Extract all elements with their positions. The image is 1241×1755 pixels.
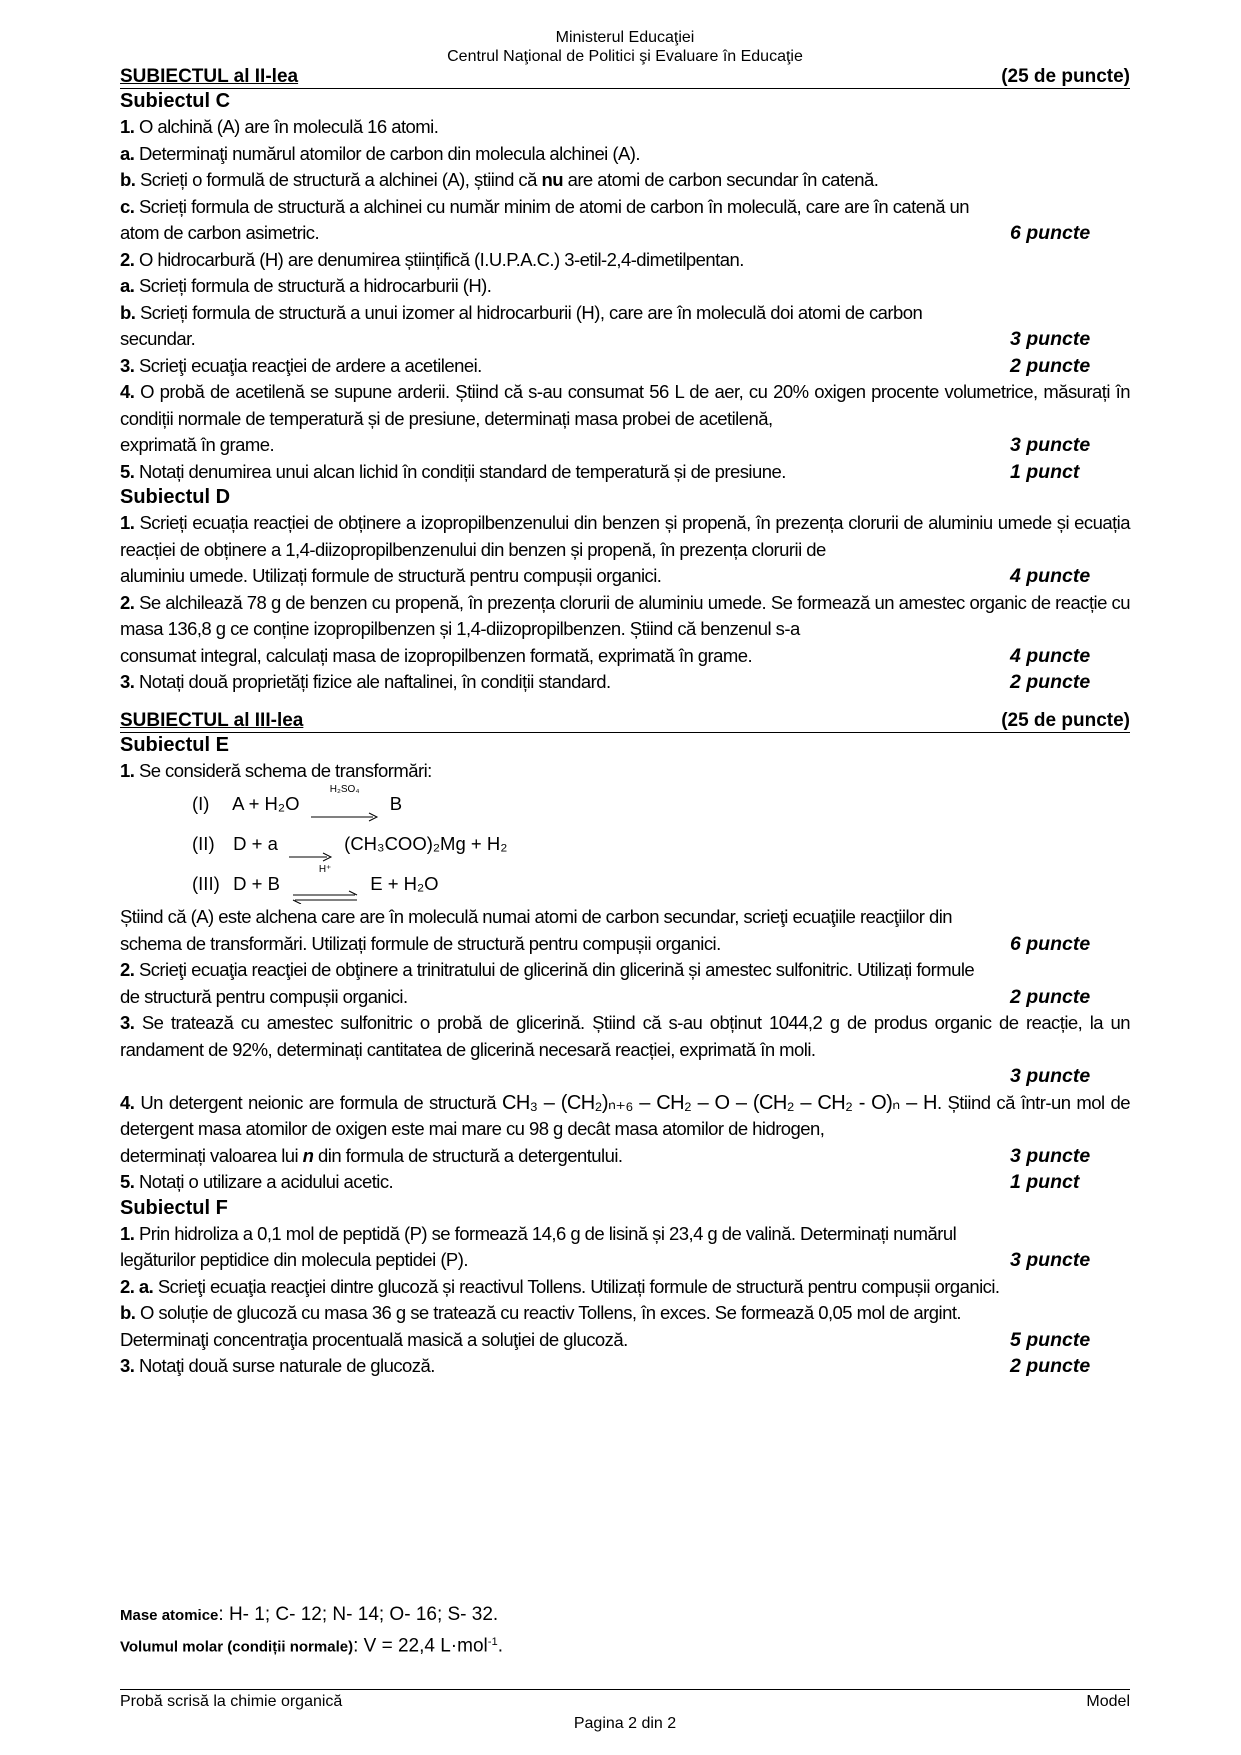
points: 1 punct <box>1010 460 1080 483</box>
section-3-title: SUBIECTUL al III-lea <box>120 709 304 731</box>
d-q2: 2. Se alchilează 78 g de benzen cu propenă, în prezența clorurii de aluminiu umede. Se formează un amestec organic de reacție cu masa 136,8 g ce conține izopropilbenzen și 1,4-diizopropilbenzen. Știind că benzenul s-a consumat integral, calculați masa de izopropilbenzen formată, exprimată în grame. 4 puncte <box>120 590 1130 670</box>
reaction-1: (I) A + H₂O H₂SO₄ B <box>192 784 1130 824</box>
e-q2: 2. Scrieţi ecuaţia reacţiei de obţinere a trinitratului de glicerină din glicerină și amestec sulfonitric. Utilizați formule de structură pentru compușii organici. 2 puncte <box>120 957 1130 1010</box>
c-q4: 4. O probă de acetilenă se supune arderii. Știind că s-au consumat 56 L de aer, cu 20% oxigen procente volumetrice, măsurați în condiții normale de temperatură și de presiune, determinați masa probei de acetilenă, exprimată în grame. 3 puncte <box>120 379 1130 459</box>
page-number: Pagina 2 din 2 <box>573 1715 677 1732</box>
reaction-2: (II) D + a (CH₃COO)₂Mg + H₂ <box>192 824 1130 864</box>
points: 2 puncte <box>1010 1355 1091 1377</box>
footer <box>120 1692 1130 1734</box>
c-q5: 5. Notați denumirea unui alcan lichid în condiții standard de temperatură și de presiune. 1 punct <box>120 459 1130 486</box>
c-q2: 2. O hidrocarbură (H) are denumirea științifică (I.U.P.A.C.) 3-etil-2,4-dimetilpentan. a. Scrieți formula de structură a hidrocarburii (H). b. Scrieți formula de structură a unui izomer al hidrocarburii (H), care are în moleculă doi atomi de carbon secundar. 3 puncte <box>120 247 1130 353</box>
arrow-icon: H₂SO₄ <box>311 798 379 812</box>
footer-model: Model <box>1086 1693 1130 1710</box>
points: 5 puncte <box>1010 1328 1091 1351</box>
atomic-masses: Mase atomice: H- 1; C- 12; N- 14; O- 16; S- 32. Volumul molar (condiții normale): V = 22,4 L·mol$^{-1}$. <box>120 1604 503 1657</box>
header <box>120 28 1130 66</box>
e-q1: 1. Se consideră schema de transformări: <box>120 759 432 781</box>
reaction-3: (III) D + B H⁺ E + H₂O <box>192 864 1130 904</box>
d-q1: 1. Scrieți ecuația reacției de obținere a izopropilbenzenului din benzen și propenă, în prezența clorurii de aluminiu umede și ecuația reacției de obținere a 1,4-diizopropilbenzenului din benzen și propenă, în prezența clorurii de aluminiu umede. Utilizați formule de structură pentru compușii organici. 4 puncte <box>120 510 1130 590</box>
section-2-points: (25 de puncte) <box>1001 66 1130 87</box>
subject-e-title: Subiectul E <box>120 733 229 756</box>
points: 2 puncte <box>1010 671 1091 693</box>
points: 4 puncte <box>1010 565 1091 587</box>
f-q3: 3. Notaţi două surse naturale de glucoză. 2 puncte <box>120 1353 1130 1380</box>
reaction-scheme <box>192 784 1130 904</box>
points: 3 puncte <box>1010 1065 1091 1087</box>
header-center: Centrul Naţional de Politici şi Evaluare în Educaţie <box>447 48 803 65</box>
section-3-heading <box>120 710 1130 733</box>
header-ministry: Ministerul Educaţiei <box>555 29 695 46</box>
footer-exam-name: Probă scrisă la chimie organică <box>120 1693 343 1710</box>
section-3-points: (25 de puncte) <box>1001 709 1130 731</box>
e-q4: 4. Un detergent neionic are formula de structură CH₃ – (CH₂)ₙ₊₆ – CH₂ – O – (CH₂ – CH₂ - O)ₙ – H. Știind că într-un mol de detergent masa atomilor de oxigen este mai mare cu 98 g decât masa atomilor de hidrogen, determinați valoarea lui n din formula de structură a detergentului. 3 puncte <box>120 1090 1130 1170</box>
arrow-icon <box>289 838 333 852</box>
c-q1: 1. O alchină (A) are în moleculă 16 atomi. a. Determinaţi numărul atomilor de carbon din molecula alchinei (A). b. Scrieți o formulă de structură a alchinei (A), știind că nu are atomi de carbon secundar în catenă. c. Scrieți formula de structură a alchinei cu număr minim de atomi de carbon în moleculă, care are în catenă un atom de carbon asimetric. 6 puncte <box>120 114 1130 247</box>
points: 3 puncte <box>1010 328 1091 350</box>
section-2-heading <box>120 66 1130 89</box>
d-q3: 3. Notați două proprietăți fizice ale naftalinei, în condiții standard. 2 puncte <box>120 669 1130 696</box>
points: 6 puncte <box>1010 932 1091 955</box>
e-q1-text: Știind că (A) este alchena care are în moleculă numai atomi de carbon secundar, scrieţi ecuaţiile reacţiilor din schema de transformări. Utilizați formule de structură pentru compușii organici. 6 puncte <box>120 904 1130 957</box>
points: 2 puncte <box>1010 354 1091 377</box>
c-q3: 3. Scrieţi ecuaţia reacţiei de ardere a acetilenei. 2 puncte <box>120 353 1130 380</box>
e-q5: 5. Notați o utilizare a acidului acetic. 1 punct <box>120 1169 1130 1196</box>
footer-divider <box>120 1689 1130 1690</box>
points: 2 puncte <box>1010 985 1091 1008</box>
points: 3 puncte <box>1010 1249 1091 1271</box>
equilibrium-arrow-icon: H⁺ <box>291 878 359 892</box>
points: 6 puncte <box>1010 222 1091 244</box>
page <box>120 28 1130 1380</box>
f-q2: 2. a. Scrieţi ecuaţia reacţiei dintre glucoză și reactivul Tollens. Utilizați formule de structură pentru compușii organici. b. O soluție de glucoză cu masa 36 g se tratează cu reactiv Tollens, în exces. Se formează 0,05 mol de argint. Determinaţi concentraţia procentuală masică a soluţiei de glucoză. 5 puncte <box>120 1274 1130 1354</box>
e-q3: 3. Se tratează cu amestec sulfonitric o probă de glicerină. Știind că s-au obținut 1044,2 g de produs organic de reacție, la un randament de 92%, determinați cantitatea de glicerină necesară reacției, exprimată în moli. 3 puncte <box>120 1010 1130 1090</box>
section-2-title: SUBIECTUL al II-lea <box>120 66 299 87</box>
f-q1: 1. Prin hidroliza a 0,1 mol de peptidă (P) se formează 14,6 g de lisină și 23,4 g de valină. Determinați numărul legăturilor peptidice din molecula peptidei (P). 3 puncte <box>120 1221 1130 1274</box>
points: 1 punct <box>1010 1171 1080 1193</box>
subject-c-title: Subiectul C <box>120 90 231 112</box>
points: 3 puncte <box>1010 1144 1091 1167</box>
subject-d-title: Subiectul D <box>120 486 231 508</box>
points: 4 puncte <box>1010 644 1091 667</box>
subject-f-title: Subiectul F <box>120 1196 228 1219</box>
points: 3 puncte <box>1010 434 1091 456</box>
